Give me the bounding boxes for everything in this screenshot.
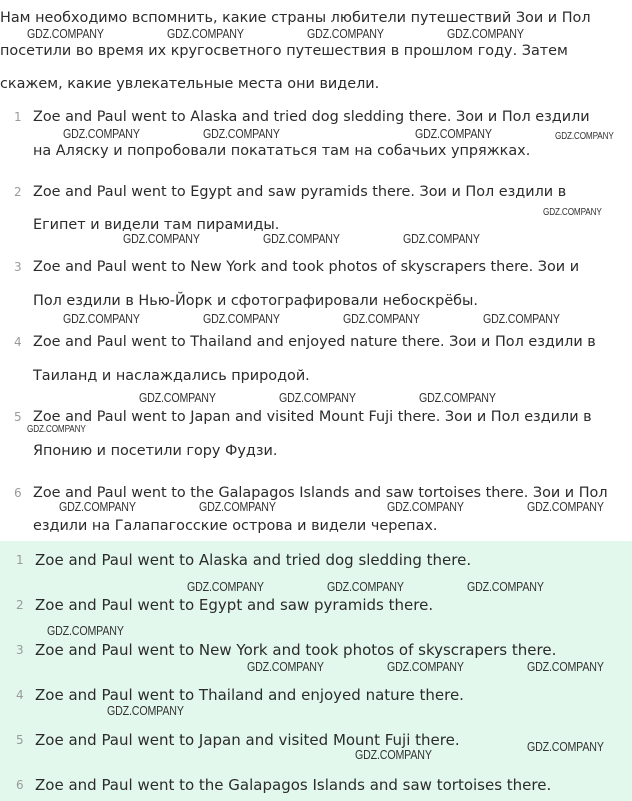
- watermark: GDZ.COMPANY: [59, 499, 136, 514]
- watermark: GDZ.COMPANY: [527, 739, 604, 754]
- task-line-1: Нам необходимо вспомнить, какие страны любители путешествий Зои и Пол: [0, 10, 591, 26]
- item-number: 3: [14, 260, 22, 274]
- watermark: GDZ.COMPANY: [263, 231, 340, 246]
- watermark: GDZ.COMPANY: [419, 390, 496, 405]
- watermark: GDZ.COMPANY: [387, 499, 464, 514]
- watermark: GDZ.COMPANY: [279, 390, 356, 405]
- watermark: GDZ.COMPANY: [27, 26, 104, 41]
- item-text-ru: ездили на Галапагосские острова и видели черепах.: [33, 518, 438, 534]
- answer-text: Zoe and Paul went to Japan and visited Mount Fuji there.: [35, 731, 460, 749]
- watermark: GDZ.COMPANY: [467, 579, 544, 594]
- answer-number: 3: [16, 643, 24, 657]
- watermark: GDZ.COMPANY: [47, 623, 124, 638]
- item-text-en: Zoe and Paul went to Alaska and tried dog sledding there. Зои и Пол ездили: [33, 109, 590, 125]
- item-text-ru: Пол ездили в Нью-Йорк и сфотографировали небоскрёбы.: [33, 293, 478, 309]
- watermark: GDZ.COMPANY: [139, 390, 216, 405]
- watermark: GDZ.COMPANY: [123, 231, 200, 246]
- item-text-ru: на Аляску и попробовали покататься там на собачьих упряжках.: [33, 143, 531, 159]
- watermark: GDZ.COMPANY: [343, 311, 420, 326]
- item-text-ru: Японию и посетили гору Фудзи.: [33, 443, 278, 459]
- watermark: GDZ.COMPANY: [203, 126, 280, 141]
- answer-text: Zoe and Paul went to Egypt and saw pyramids there.: [35, 596, 434, 614]
- watermark: GDZ.COMPANY: [327, 579, 404, 594]
- task-line-3: скажем, какие увлекательные места они видели.: [0, 76, 380, 92]
- watermark: GDZ.COMPANY: [355, 747, 432, 762]
- answer-text: Zoe and Paul went to Thailand and enjoyed nature there.: [35, 686, 464, 704]
- answer-number: 4: [16, 688, 24, 702]
- watermark: GDZ.COMPANY: [387, 659, 464, 674]
- watermark: GDZ.COMPANY: [527, 659, 604, 674]
- watermark: GDZ.COMPANY: [63, 126, 140, 141]
- watermark: GDZ.COMPANY: [415, 126, 492, 141]
- watermark: GDZ.COMPANY: [27, 424, 86, 435]
- watermark: GDZ.COMPANY: [483, 311, 560, 326]
- item-number: 6: [14, 486, 22, 500]
- item-number: 4: [14, 335, 22, 349]
- answer-text: Zoe and Paul went to New York and took photos of skyscrapers there.: [35, 641, 557, 659]
- item-text-ru: Таиланд и наслаждались природой.: [33, 368, 310, 384]
- watermark: GDZ.COMPANY: [107, 703, 184, 718]
- answer-text: Zoe and Paul went to the Galapagos Islands and saw tortoises there.: [35, 776, 552, 794]
- watermark: GDZ.COMPANY: [555, 131, 614, 142]
- task-line-2: посетили во время их кругосветного путешествия в прошлом году. Затем: [0, 43, 568, 59]
- item-text-en: Zoe and Paul went to Japan and visited Mount Fuji there. Зои и Пол ездили в: [33, 409, 592, 425]
- watermark: GDZ.COMPANY: [203, 311, 280, 326]
- item-number: 1: [14, 110, 22, 124]
- item-number: 5: [14, 410, 22, 424]
- watermark: GDZ.COMPANY: [543, 207, 602, 218]
- watermark: GDZ.COMPANY: [247, 659, 324, 674]
- watermark: GDZ.COMPANY: [167, 26, 244, 41]
- item-text-en: Zoe and Paul went to the Galapagos Islands and saw tortoises there. Зои и Пол: [33, 485, 608, 501]
- watermark: GDZ.COMPANY: [199, 499, 276, 514]
- answer-number: 1: [16, 553, 24, 567]
- item-number: 2: [14, 185, 22, 199]
- item-text-en: Zoe and Paul went to New York and took photos of skyscrapers there. Зои и: [33, 259, 580, 275]
- item-text-en: Zoe and Paul went to Egypt and saw pyramids there. Зои и Пол ездили в: [33, 184, 567, 200]
- item-text-en: Zoe and Paul went to Thailand and enjoyed nature there. Зои и Пол ездили в: [33, 334, 596, 350]
- answer-text: Zoe and Paul went to Alaska and tried dog sledding there.: [35, 551, 472, 569]
- answer-number: 2: [16, 598, 24, 612]
- watermark: GDZ.COMPANY: [63, 311, 140, 326]
- answer-number: 5: [16, 733, 24, 747]
- item-text-ru: Египет и видели там пирамиды.: [33, 217, 280, 233]
- watermark: GDZ.COMPANY: [307, 26, 384, 41]
- watermark: GDZ.COMPANY: [527, 499, 604, 514]
- watermark: GDZ.COMPANY: [403, 231, 480, 246]
- answer-number: 6: [16, 778, 24, 792]
- watermark: GDZ.COMPANY: [447, 26, 524, 41]
- watermark: GDZ.COMPANY: [187, 579, 264, 594]
